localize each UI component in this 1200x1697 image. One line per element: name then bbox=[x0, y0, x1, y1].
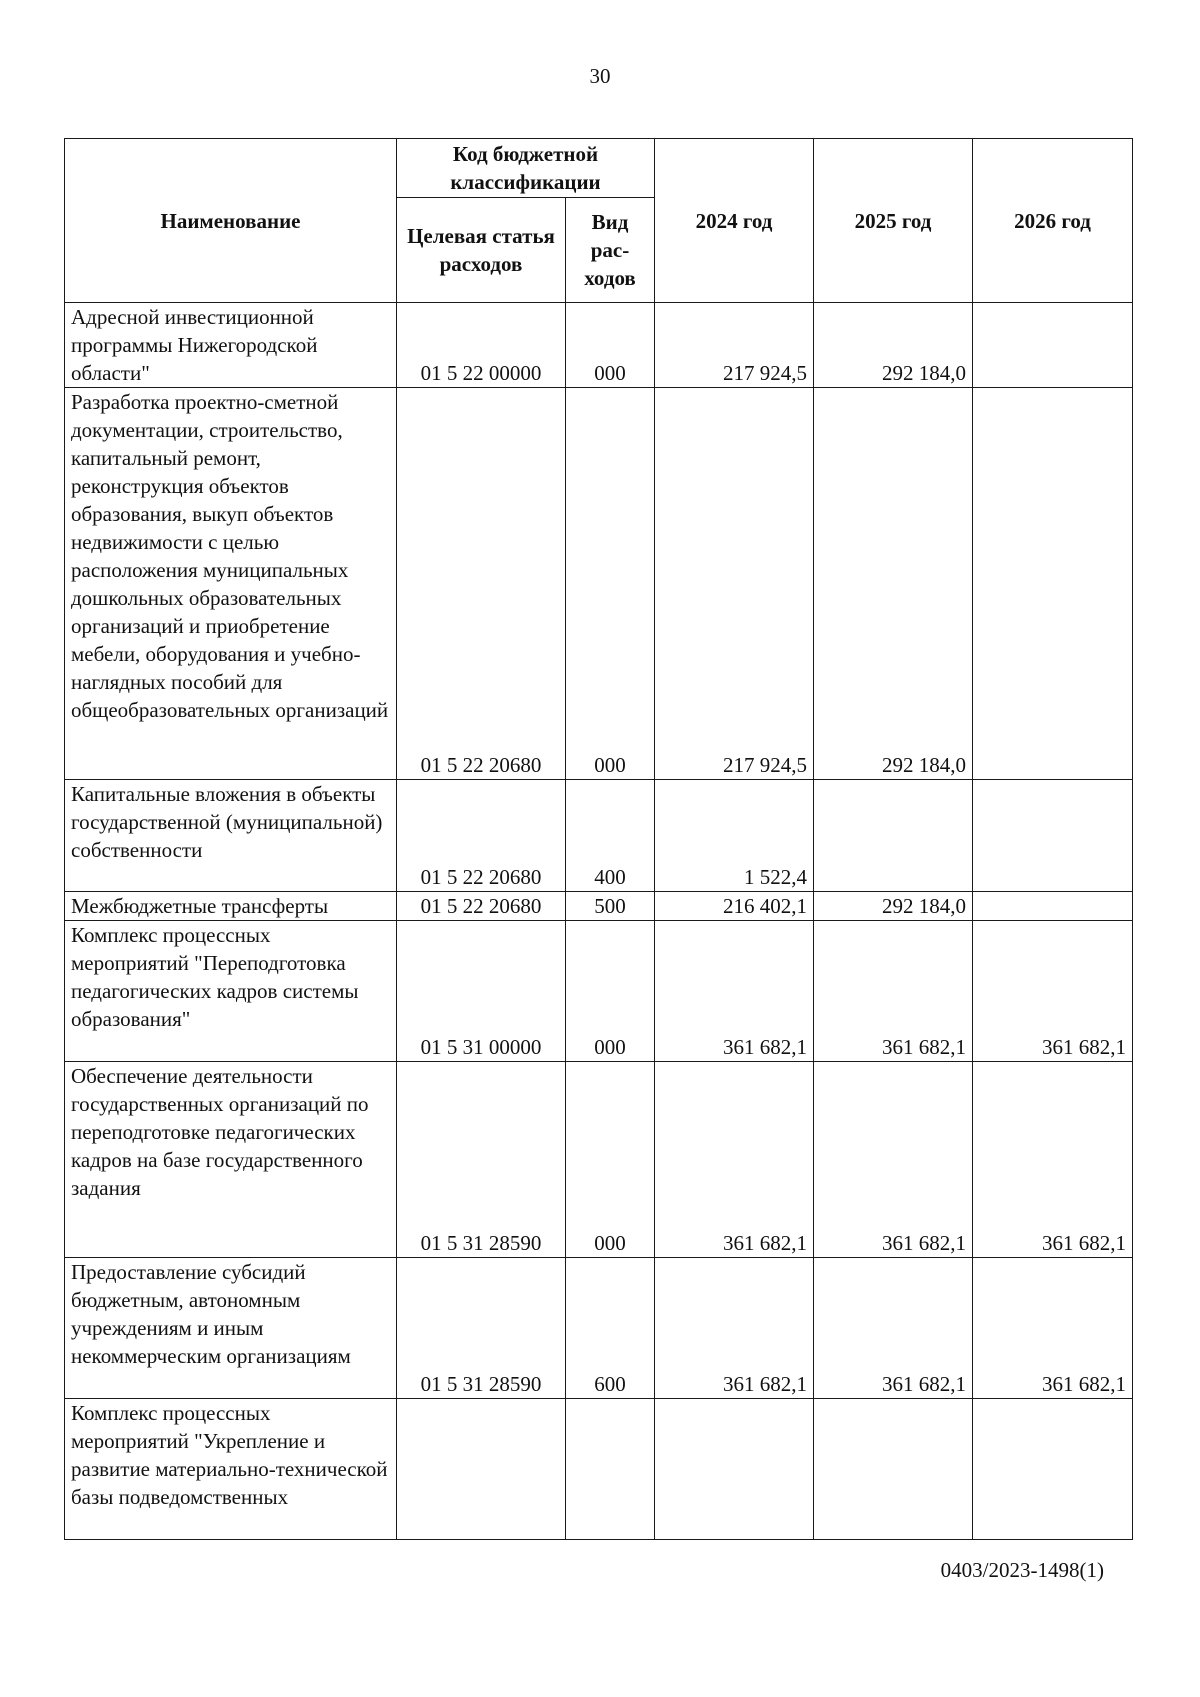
row-kind: 000 bbox=[566, 303, 655, 388]
header-year-2026: 2026 год bbox=[973, 139, 1133, 303]
row-2024: 217 924,5 bbox=[655, 303, 814, 388]
row-name: Предоставление субсидий бюджетным, автономным учреждениям и иным некоммерческим организациям bbox=[65, 1258, 397, 1399]
header-code-group: Код бюджетной классификации bbox=[397, 139, 655, 198]
row-name: Адресной инвестиционной программы Нижегородской области" bbox=[65, 303, 397, 388]
table-row bbox=[65, 1399, 1133, 1540]
row-code: 01 5 31 28590 bbox=[397, 1258, 566, 1399]
row-name: Обеспечение деятельности государственных организаций по переподготовке педагогических кадров на базе государственного задания bbox=[65, 1062, 397, 1258]
header-expense-kind: Вид рас-ходов bbox=[566, 198, 655, 303]
row-name: Межбюджетные трансферты bbox=[65, 892, 397, 921]
table-row bbox=[65, 921, 1133, 1062]
row-code: 01 5 31 00000 bbox=[397, 921, 566, 1062]
row-code bbox=[397, 1399, 566, 1540]
page-number: 30 bbox=[589, 64, 611, 88]
table-row bbox=[65, 892, 1133, 921]
row-2025: 361 682,1 bbox=[814, 921, 973, 1062]
row-code: 01 5 22 00000 bbox=[397, 303, 566, 388]
row-2025: 292 184,0 bbox=[814, 388, 973, 780]
row-2025: 292 184,0 bbox=[814, 303, 973, 388]
header-name: Наименование bbox=[65, 139, 397, 303]
row-kind: 000 bbox=[566, 1062, 655, 1258]
row-name: Капитальные вложения в объекты государственной (муниципальной) собственности bbox=[65, 780, 397, 892]
row-name: Комплекс процессных мероприятий "Переподготовка педагогических кадров системы образования" bbox=[65, 921, 397, 1062]
table-row bbox=[65, 780, 1133, 892]
row-2025: 361 682,1 bbox=[814, 1258, 973, 1399]
row-kind: 400 bbox=[566, 780, 655, 892]
row-2026 bbox=[973, 1399, 1133, 1540]
header-year-2024: 2024 год bbox=[655, 139, 814, 303]
row-2024: 361 682,1 bbox=[655, 1062, 814, 1258]
row-code: 01 5 22 20680 bbox=[397, 780, 566, 892]
budget-table bbox=[64, 138, 1133, 1540]
row-2024 bbox=[655, 1399, 814, 1540]
table-row bbox=[65, 388, 1133, 780]
row-2026 bbox=[973, 303, 1133, 388]
header-row-top bbox=[65, 139, 1133, 198]
row-name: Разработка проектно-сметной документации, строительство, капитальный ремонт, реконструкция объектов образования, выкуп объектов недвижимости с целью расположения муниципальных дошкольных образовательных организаций и приобретение мебели, оборудования и учебно-наглядных пособий для общеобразовательных организаций bbox=[65, 388, 397, 780]
header-year-2025: 2025 год bbox=[814, 139, 973, 303]
table-row bbox=[65, 1062, 1133, 1258]
row-code: 01 5 31 28590 bbox=[397, 1062, 566, 1258]
row-2026: 361 682,1 bbox=[973, 1258, 1133, 1399]
row-kind: 000 bbox=[566, 388, 655, 780]
row-2025: 361 682,1 bbox=[814, 1062, 973, 1258]
row-2025 bbox=[814, 1399, 973, 1540]
row-2026: 361 682,1 bbox=[973, 1062, 1133, 1258]
row-2024: 217 924,5 bbox=[655, 388, 814, 780]
row-2024: 361 682,1 bbox=[655, 921, 814, 1062]
row-2026 bbox=[973, 388, 1133, 780]
row-2025 bbox=[814, 780, 973, 892]
row-2026 bbox=[973, 780, 1133, 892]
row-2025: 292 184,0 bbox=[814, 892, 973, 921]
header-target-article: Целевая статья расходов bbox=[397, 198, 566, 303]
row-name: Комплекс процессных мероприятий "Укрепление и развитие материально-технической базы подведомственных bbox=[65, 1399, 397, 1540]
document-code: 0403/2023-1498(1) bbox=[940, 1558, 1104, 1582]
row-kind bbox=[566, 1399, 655, 1540]
row-2024: 1 522,4 bbox=[655, 780, 814, 892]
table-row bbox=[65, 303, 1133, 388]
row-kind: 500 bbox=[566, 892, 655, 921]
table-row bbox=[65, 1258, 1133, 1399]
row-2024: 216 402,1 bbox=[655, 892, 814, 921]
row-2024: 361 682,1 bbox=[655, 1258, 814, 1399]
row-kind: 000 bbox=[566, 921, 655, 1062]
row-code: 01 5 22 20680 bbox=[397, 388, 566, 780]
row-kind: 600 bbox=[566, 1258, 655, 1399]
row-code: 01 5 22 20680 bbox=[397, 892, 566, 921]
row-2026: 361 682,1 bbox=[973, 921, 1133, 1062]
row-2026 bbox=[973, 892, 1133, 921]
